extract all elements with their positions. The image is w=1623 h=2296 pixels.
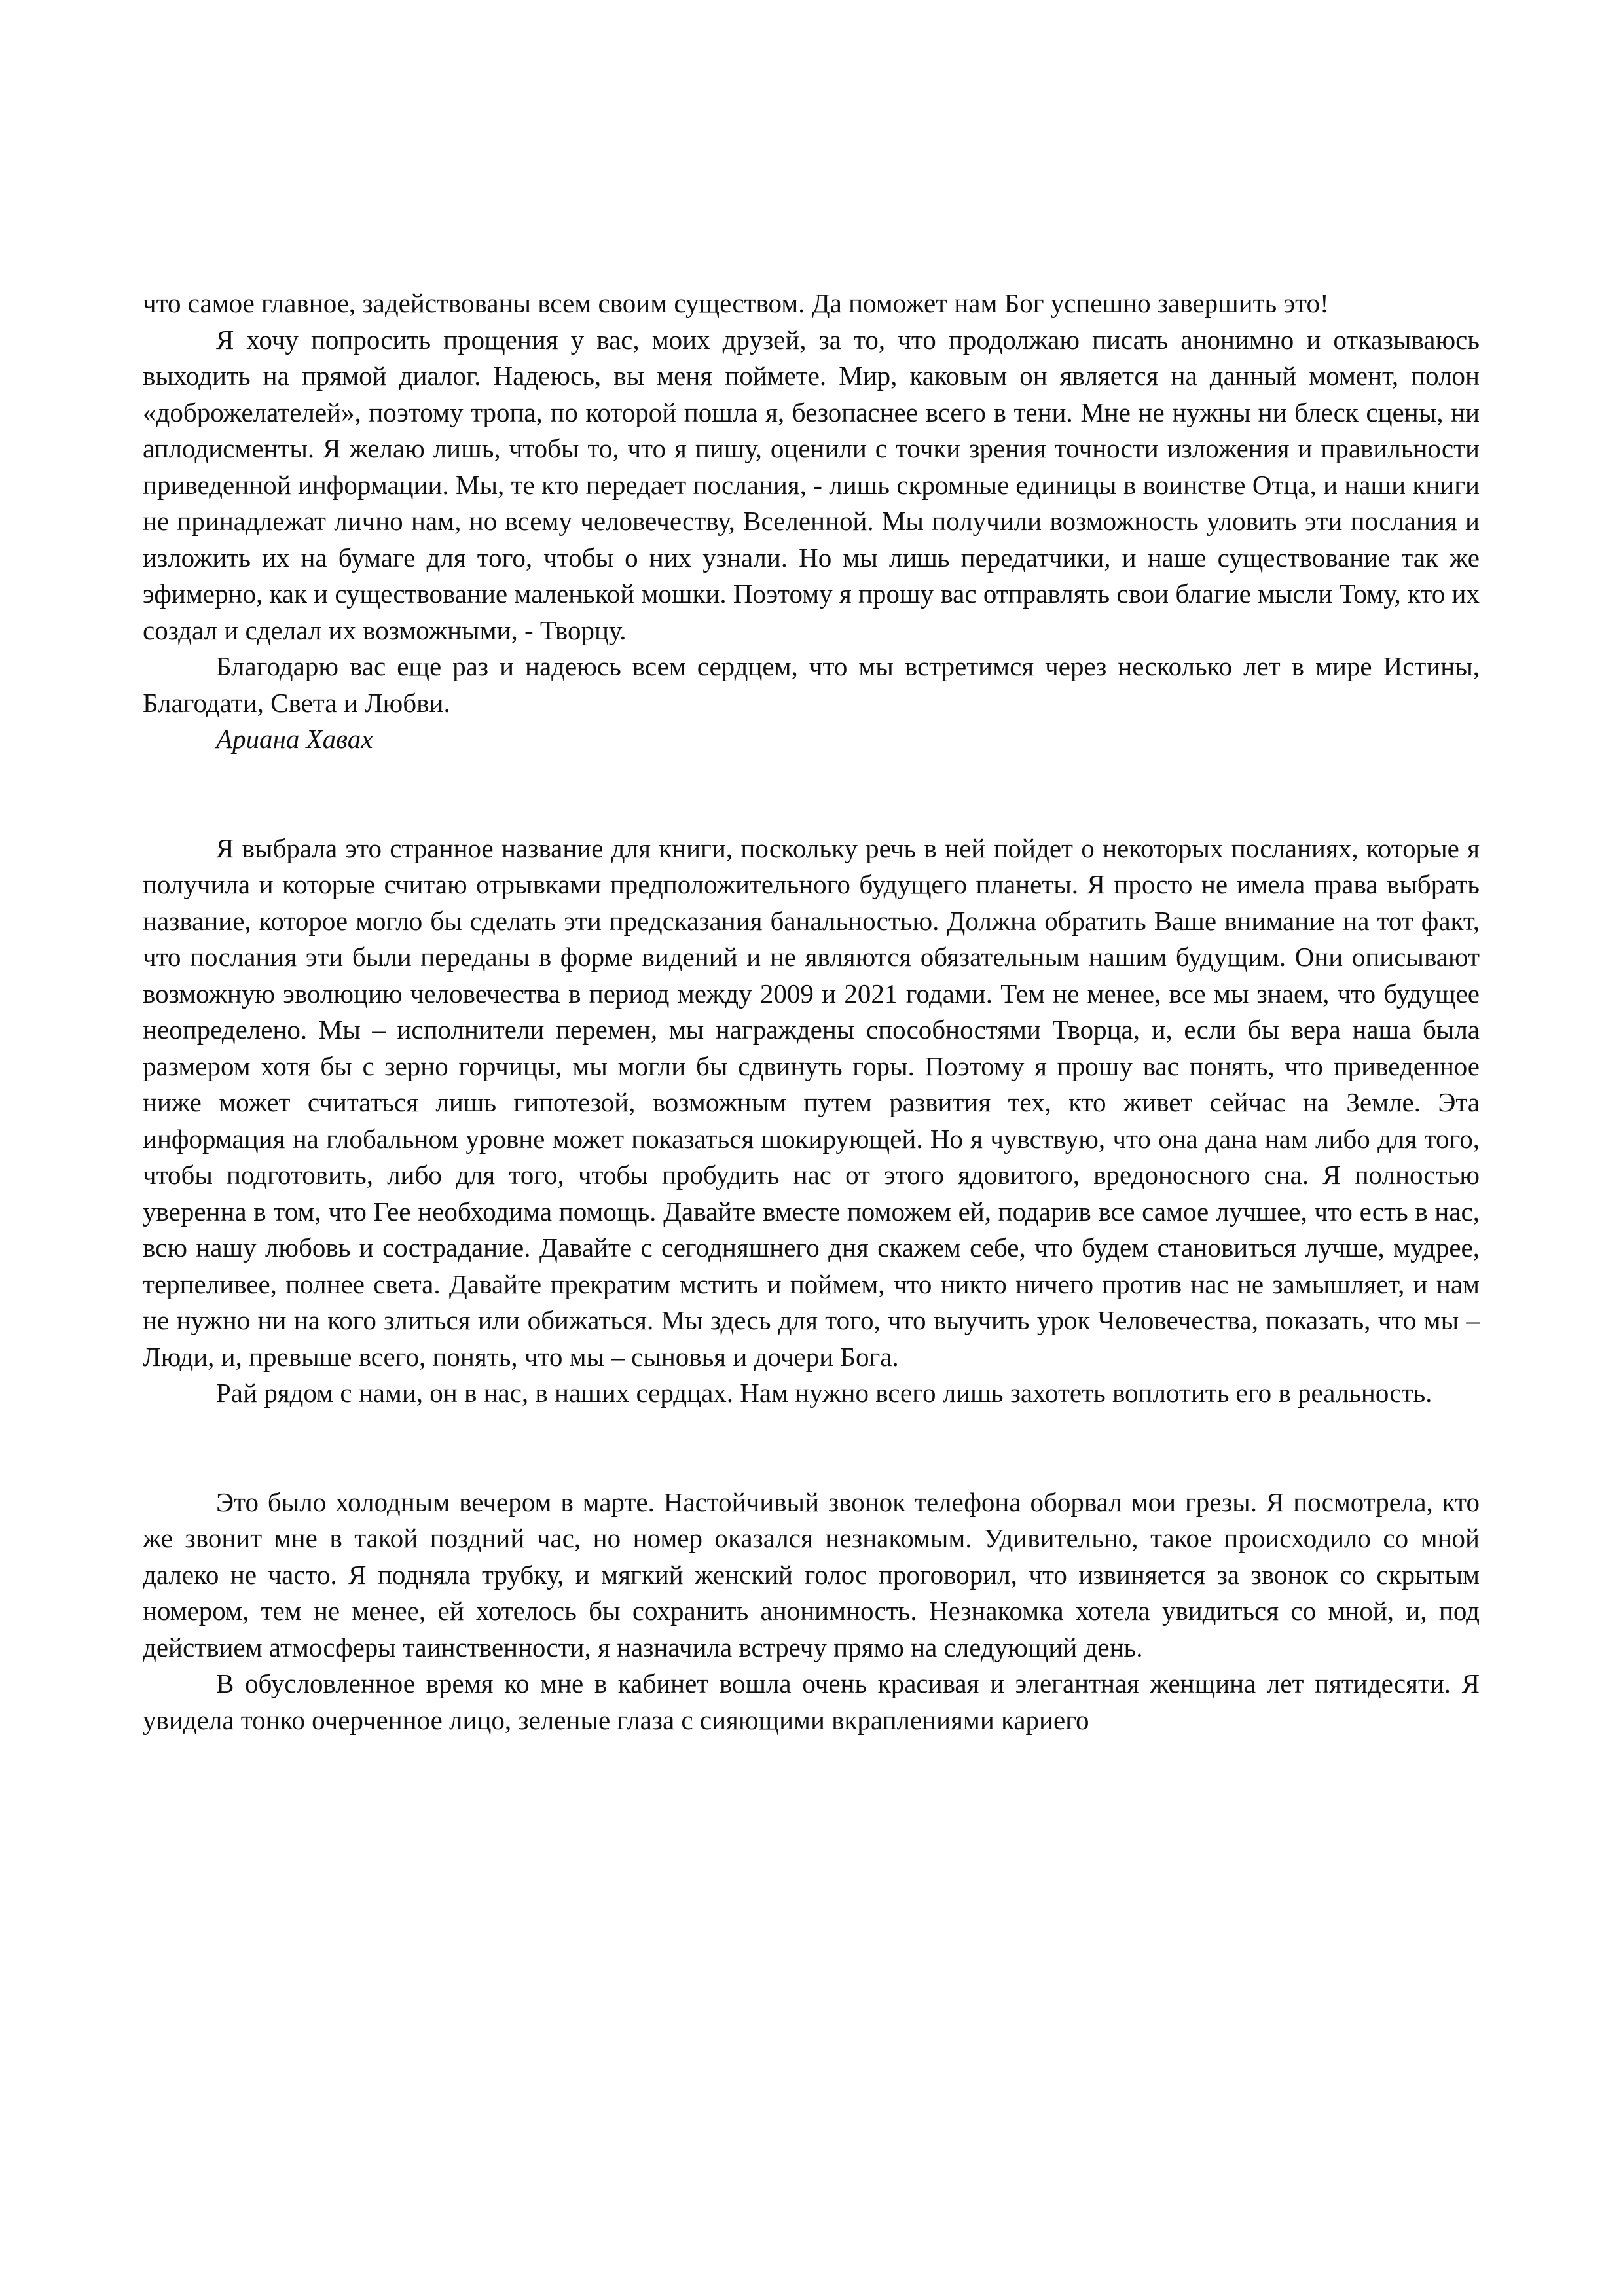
paragraph: что самое главное, задействованы всем своим существом. Да поможет нам Бог успешно завершить это! <box>143 288 1329 318</box>
section-gap <box>143 758 1480 831</box>
paragraph: Это было холодным вечером в марте. Настойчивый звонок телефона оборвал мои грезы. Я посмотрела, кто же звонит мне в такой поздний час, но номер оказался незнакомым. Удивительно, такое происходило со мной далеко не часто. Я подняла трубку, и мягкий женский голос проговорил, что извиняется за звонок со скрытым номером, тем не менее, ей хотелось бы сохранить анонимность. Незнакомка хотела увидиться со мной, и, под действием атмосферы таинственности, я назначила встречу прямо на следующий день. <box>143 1486 1480 1662</box>
paragraph: Я выбрала это странное название для книги, поскольку речь в ней пойдет о некоторых посланиях, которые я получила и которые считаю отрывками предположительного будущего планеты. Я просто не имела права выбрать название, которое могло бы сделать эти предсказания банальностью. Должна обратить Ваше внимание на тот факт, что послания эти были переданы в форме видений и не являются обязательным нашим будущим. Они описывают возможную эволюцию человечества в период между 2009 и 2021 годами. Тем не менее, все мы знаем, что будущее неопределено. Мы – исполнители перемен, мы награждены способностями Творца, и, если бы вера наша была размером хотя бы с зерно горчицы, мы могли бы сдвинуть горы. Поэтому я прошу вас понять, что приведенное ниже может считаться лишь гипотезой, возможным путем развития тех, кто живет сейчас на Земле. Эта информация на глобальном уровне может показаться шокирующей. Но я чувствую, что она дана нам либо для того, чтобы подготовить, либо для того, чтобы пробудить нас от этого ядовитого, вредоносного сна. Я полностью уверенна в том, что Гее необходима помощь. Давайте вместе поможем ей, подарив все самое лучшее, что есть в нас, всю нашу любовь и сострадание. Давайте с сегодняшнего дня скажем себе, что будем становиться лучше, мудрее, терпеливее, полнее света. Давайте прекратим мстить и поймем, что никто ничего против нас не замышляет, и нам не нужно ни на кого злиться или обижаться. Мы здесь для того, что выучить урок Человечества, показать, что мы – Люди, и, превыше всего, понять, что мы – сыновья и дочери Бога. <box>143 833 1480 1372</box>
paragraph: Благодарю вас еще раз и надеюсь всем сердцем, что мы встретимся через несколько лет в мире Истины, Благодати, Света и Любви. <box>143 651 1480 718</box>
section-gap <box>143 1412 1480 1484</box>
author-signature: Ариана Хавах <box>216 724 373 754</box>
paragraph: Я хочу попросить прощения у вас, моих друзей, за то, что продолжаю писать анонимно и отказываюсь выходить на прямой диалог. Надеюсь, вы меня поймете. Мир, каковым он является на данный момент, полон «доброжелателей», поэтому тропа, по которой пошла я, безопаснее всего в тени. Мне не нужны ни блеск сцены, ни аплодисменты. Я желаю лишь, чтобы то, что я пишу, оценили с точки зрения точности изложения и правильности приведенной информации. Мы, те кто передает послания, - лишь скромные единицы в воинстве Отца, и наши книги не принадлежат лично нам, но всему человечеству, Вселенной. Мы получили возможность уловить эти послания и изложить их на бумаге для того, чтобы о них узнали. Но мы лишь передатчики, и наше существование так же эфимерно, как и существование маленькой мошки. Поэтому я прошу вас отправлять свои благие мысли Тому, кто их создал и сделал их возможными, - Творцу. <box>143 324 1480 645</box>
paragraph: Рай рядом с нами, он в нас, в наших сердцах. Нам нужно всего лишь захотеть воплотить его в реальность. <box>216 1378 1432 1408</box>
body-text <box>143 285 1480 1738</box>
paragraph: В обусловленное время ко мне в кабинет вошла очень красивая и элегантная женщина лет пятидесяти. Я увидела тонко очерченное лицо, зеленые глаза с сияющими вкраплениями кариего <box>143 1668 1480 1735</box>
